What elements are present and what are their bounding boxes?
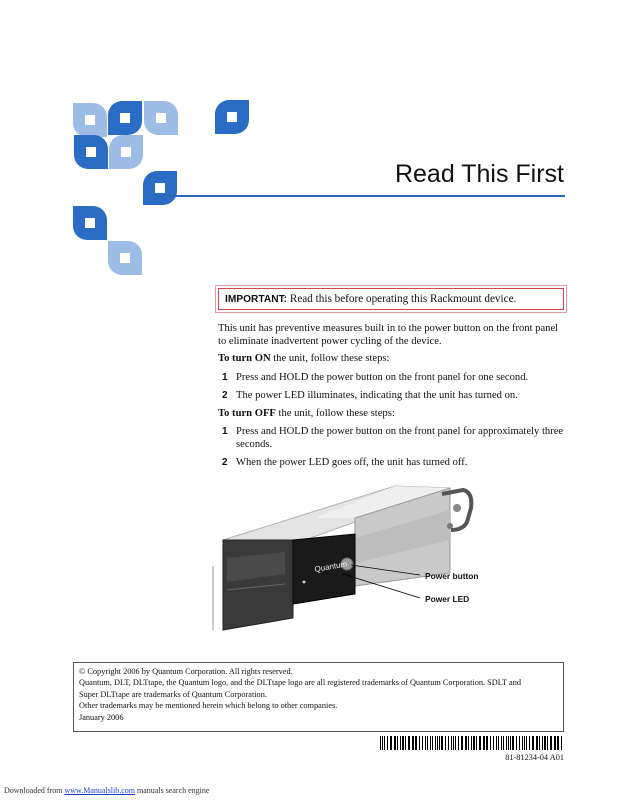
quantum-logo-pattern bbox=[0, 0, 619, 290]
step-text: When the power LED goes off, the unit has turned off. bbox=[236, 457, 468, 468]
step-text: Press and HOLD the power button on the front panel for one second. bbox=[236, 372, 529, 383]
important-label: IMPORTANT: bbox=[225, 294, 288, 305]
title-rule bbox=[152, 195, 565, 197]
trademark-line: Other trademarks may be mentioned herein which belong to other companies. bbox=[79, 701, 338, 711]
download-footer bbox=[4, 786, 209, 795]
part-number: 81-81234-04 A01 bbox=[505, 753, 564, 762]
turn-off-heading-bold: To turn OFF bbox=[218, 408, 276, 419]
important-text: Read this before operating this Rackmount device. bbox=[287, 293, 517, 305]
logo-glyph-6 bbox=[143, 171, 177, 205]
intro-paragraph: This unit has preventive measures built in to the power button on the front panel to eliminate inadvertent power cycling of the device. bbox=[218, 323, 559, 347]
date-line: January 2006 bbox=[79, 712, 124, 722]
barcode bbox=[380, 736, 564, 750]
step-text: The power LED illuminates, indicating that the unit has turned on. bbox=[236, 390, 518, 401]
step-number: 1 bbox=[222, 372, 228, 383]
step-number: 1 bbox=[222, 426, 228, 437]
logo-glyph-3 bbox=[144, 101, 178, 135]
logo-glyph-5 bbox=[109, 135, 143, 169]
step-text: Press and HOLD the power button on the front panel for approximately three seconds. bbox=[236, 426, 564, 450]
important-notice bbox=[218, 288, 564, 310]
turn-off-heading-rest: the unit, follow these steps: bbox=[275, 408, 395, 419]
footer-prefix: Downloaded from bbox=[4, 786, 65, 795]
trademark-line: Super DLTtape are trademarks of Quantum Corporation. bbox=[79, 689, 267, 699]
logo-glyph-4 bbox=[74, 135, 108, 169]
step-number: 2 bbox=[222, 457, 228, 468]
logo-glyph-7 bbox=[73, 206, 107, 240]
turn-off-heading bbox=[218, 407, 568, 420]
page-title: Read This First bbox=[394, 160, 564, 188]
step-number: 2 bbox=[222, 390, 228, 401]
trademark-line: Quantum, DLT, DLTtape, the Quantum logo, and the DLTtape logo are all registered trademarks of Quantum Corporation. SDLT and bbox=[79, 678, 522, 688]
turn-on-heading-rest: the unit, follow these steps: bbox=[270, 353, 390, 364]
logo-glyph-main bbox=[215, 100, 249, 134]
copyright-box bbox=[73, 662, 564, 732]
manualslib-link[interactable]: www.Manualslib.com bbox=[64, 786, 136, 795]
turn-on-heading bbox=[218, 352, 568, 365]
turn-on-heading-bold: To turn ON bbox=[218, 353, 271, 364]
copyright-line: © Copyright 2006 by Quantum Corporation. All rights reserved. bbox=[79, 667, 293, 676]
logo-glyph-2 bbox=[108, 101, 142, 135]
rackmount-device-illustration bbox=[205, 478, 480, 633]
logo-glyph-8 bbox=[108, 241, 142, 275]
logo-glyph-1 bbox=[73, 103, 107, 137]
callout-power-button: Power button bbox=[425, 571, 479, 581]
device-brand-label: Quantum bbox=[313, 559, 348, 574]
callout-power-led: Power LED bbox=[425, 594, 470, 604]
footer-suffix: manuals search engine bbox=[135, 786, 210, 795]
